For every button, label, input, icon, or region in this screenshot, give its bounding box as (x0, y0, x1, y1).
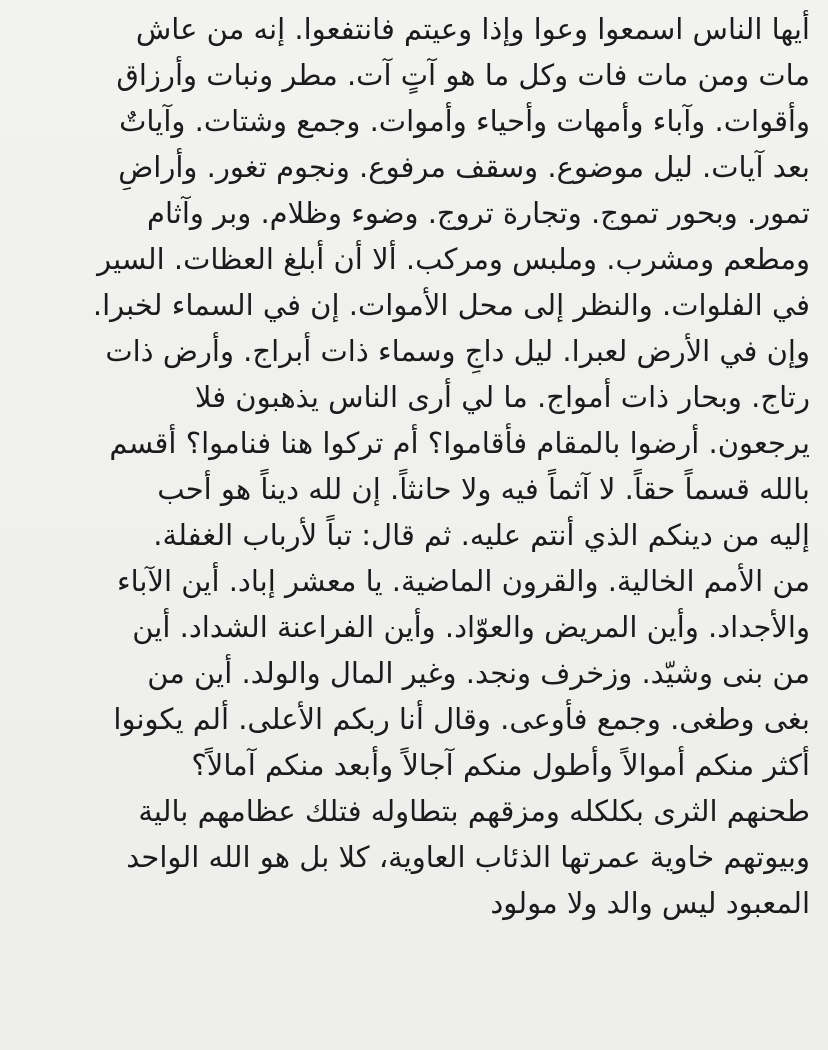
note-line: مات ومن مات فات وكل ما هو آتٍ آت. مطر ونبات وأرزاق (116, 58, 810, 92)
note-line: إليه من دينكم الذي أنتم عليه. ثم قال: تباً لأرباب الغفلة. (153, 518, 810, 552)
note-line: وإن في الأرض لعبرا. ليل داجٍ وسماء ذات أبراج. وأرض ذات (105, 334, 810, 368)
note-line: بالله قسماً حقاً. لا آثماً فيه ولا حانثاً. إن لله ديناً هو أحب (157, 472, 810, 506)
note-line: وأقوات. وآباء وأمهات وأحياء وأموات. وجمع وشتات. وآياتٌ (119, 104, 810, 138)
note-line: طحنهم الثرى بكلكله ومزقهم بتطاوله فتلك عظامهم بالية (138, 794, 810, 828)
note-line: ومطعم ومشرب. وملبس ومركب. ألا أن أبلغ العظات. السير (97, 242, 810, 276)
note-line: يرجعون. أرضوا بالمقام فأقاموا؟ أم تركوا هنا فناموا؟ أقسم (109, 426, 810, 460)
note-line: المعبود ليس والد ولا مولود (490, 886, 810, 920)
note-line: بعد آيات. ليل موضوع. وسقف مرفوع. ونجوم تغور. وأراضٍ (118, 150, 810, 184)
note-line: من الأمم الخالية. والقرون الماضية. يا معشر إباد. أين الآباء (116, 564, 810, 598)
note-line: والأجداد. وأين المريض والعوّاد. وأين الفراعنة الشداد. أين (132, 610, 810, 644)
note-line: من بنى وشيّد. وزخرف ونجد. وغير المال والولد. أين من (147, 656, 810, 690)
note-line: أيها الناس اسمعوا وعوا وإذا وعيتم فانتفعوا. إنه من عاش (135, 12, 810, 46)
note-line: بغى وطغى. وجمع فأوعى. وقال أنا ربكم الأعلى. ألم يكونوا (113, 702, 810, 736)
note-line: في الفلوات. والنظر إلى محل الأموات. إن في السماء لخبرا. (92, 288, 810, 322)
note-line: رتاج. وبحار ذات أمواج. ما لي أرى الناس يذهبون فلا (194, 380, 810, 414)
note-line: وبيوتهم خاوية عمرتها الذئاب العاوية، كلا بل هو الله الواحد (126, 840, 810, 874)
note-line: تمور. وبحور تموج. وتجارة تروج. وضوء وظلام. وبر وآثام (147, 196, 810, 230)
note-line: أكثر منكم أموالاً وأطول منكم آجالاً وأبعد منكم آمالاً؟ (191, 748, 810, 782)
note-text (18, 6, 810, 926)
